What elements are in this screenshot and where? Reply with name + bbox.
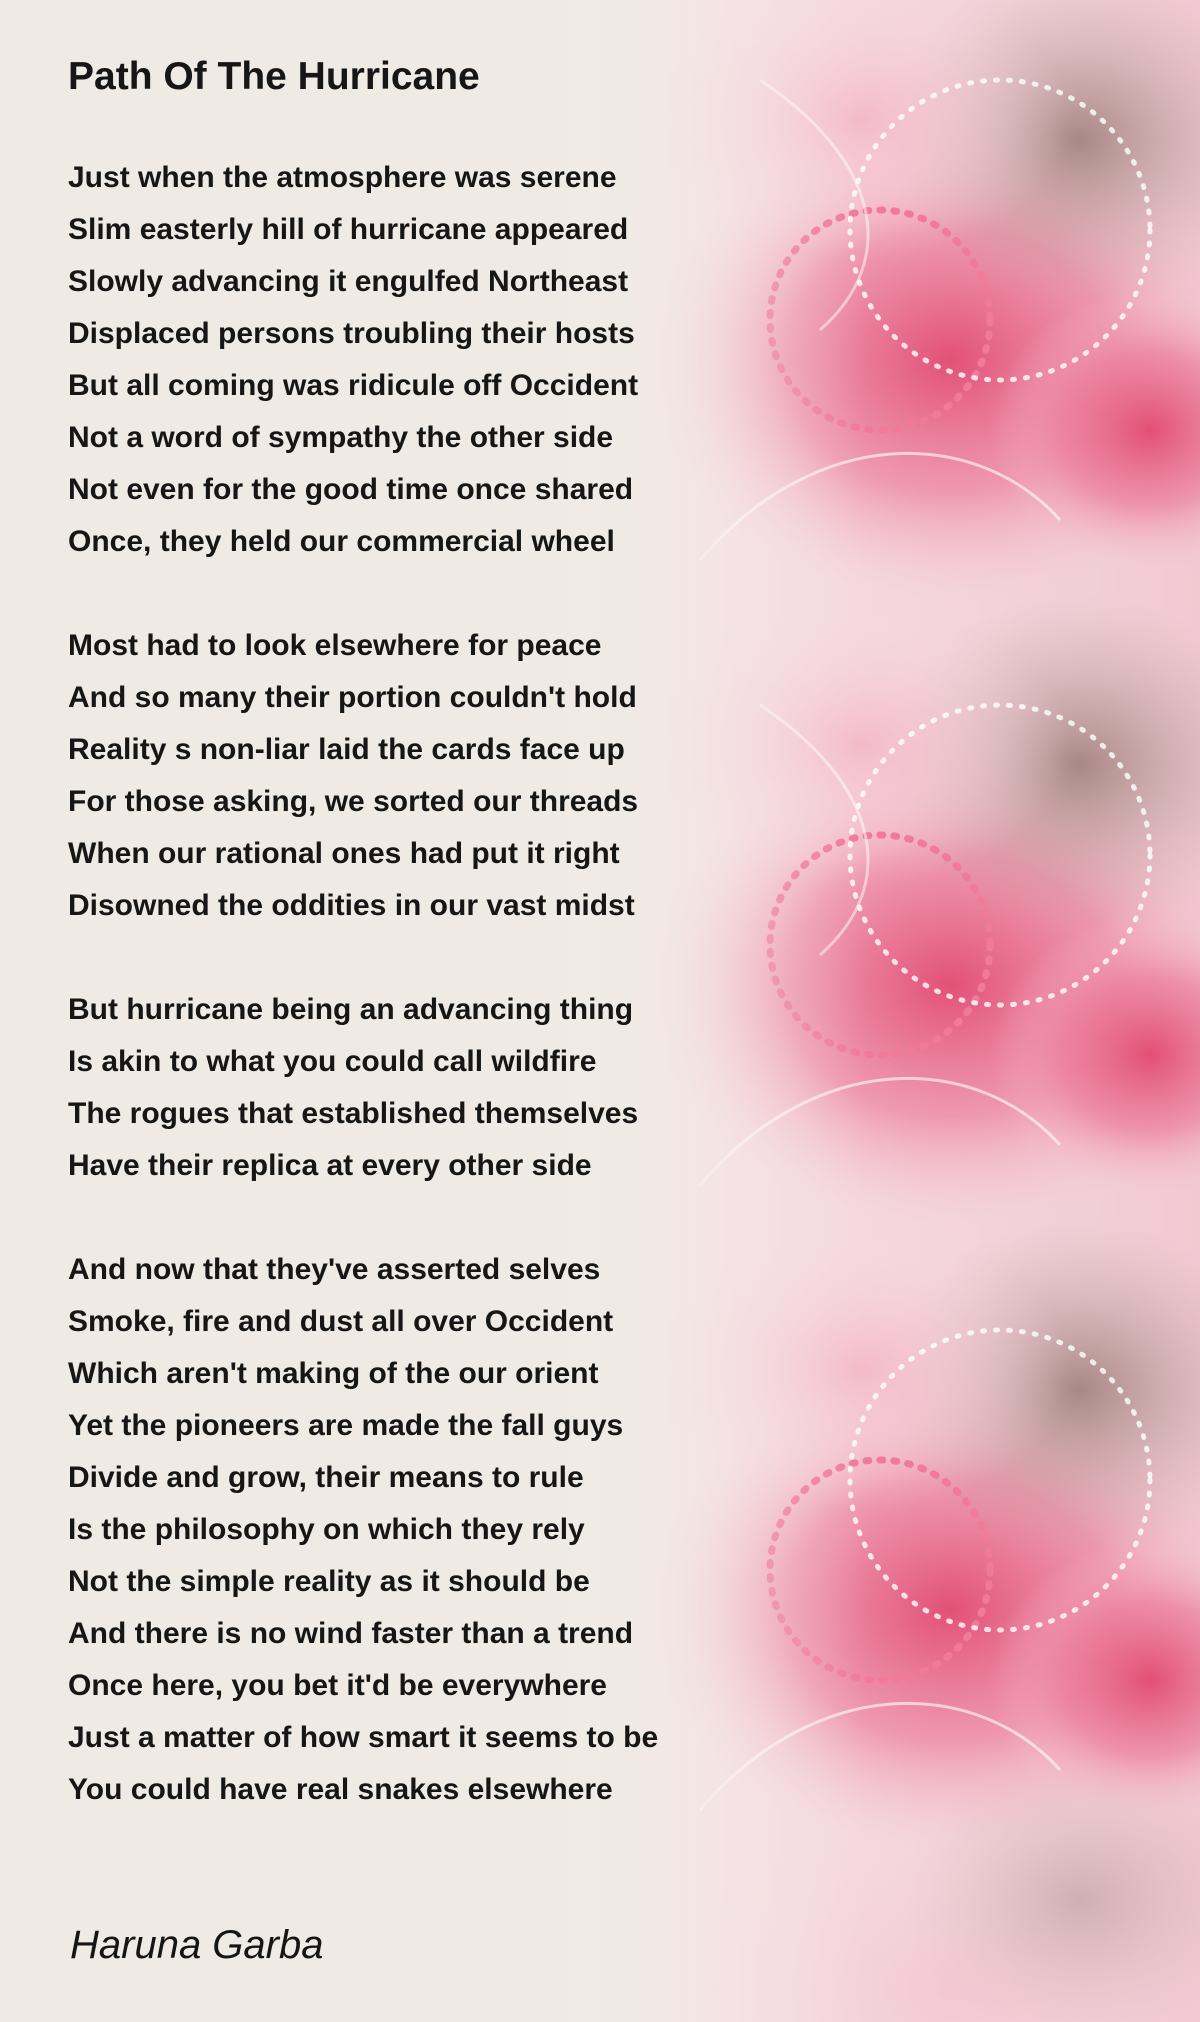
poem-line: Once here, you bet it'd be everywhere — [68, 1669, 607, 1702]
poem-line: Is the philosophy on which they rely — [68, 1513, 585, 1546]
poem-line: Which aren't making of the our orient — [68, 1357, 599, 1390]
poem-line: Reality s non-liar laid the cards face up — [68, 733, 625, 766]
poem-line: Just a matter of how smart it seems to be — [68, 1721, 659, 1754]
poem-line: Divide and grow, their means to rule — [68, 1461, 584, 1494]
poem-line: Once, they held our commercial wheel — [68, 525, 615, 558]
poem-line: Most had to look elsewhere for peace — [68, 629, 602, 662]
poem-author: Haruna Garba — [70, 1923, 324, 1967]
poem-line: And so many their portion couldn't hold — [68, 681, 637, 714]
poem-line: Not even for the good time once shared — [68, 473, 634, 506]
stanza-1 — [68, 152, 768, 568]
poem-line: Displaced persons troubling their hosts — [68, 317, 635, 350]
poem-line: You could have real snakes elsewhere — [68, 1773, 613, 1806]
poem-line: Is akin to what you could call wildfire — [68, 1045, 597, 1078]
poem-line: Just when the atmosphere was serene — [68, 161, 617, 194]
poem-line: Not a word of sympathy the other side — [68, 421, 614, 454]
poem-line: Slowly advancing it engulfed Northeast — [68, 265, 629, 298]
stanza-2 — [68, 620, 768, 932]
poem-line: And now that they've asserted selves — [68, 1253, 601, 1286]
poem-line: Have their replica at every other side — [68, 1149, 592, 1182]
stanza-3 — [68, 984, 768, 1192]
poem-line: But hurricane being an advancing thing — [68, 993, 634, 1026]
poem-line: Yet the pioneers are made the fall guys — [68, 1409, 624, 1442]
poem-line: Slim easterly hill of hurricane appeared — [68, 213, 629, 246]
poem-line: Disowned the oddities in our vast midst — [68, 889, 635, 922]
poem-title: Path Of The Hurricane — [68, 55, 480, 98]
poem-line: For those asking, we sorted our threads — [68, 785, 639, 818]
poem — [68, 52, 768, 1868]
poem-line: The rogues that established themselves — [68, 1097, 639, 1130]
poem-line: When our rational ones had put it right — [68, 837, 620, 870]
poem-line: But all coming was ridicule off Occident — [68, 369, 639, 402]
poem-line: And there is no wind faster than a trend — [68, 1617, 634, 1650]
stanza-4 — [68, 1244, 768, 1816]
poem-line: Smoke, fire and dust all over Occident — [68, 1305, 614, 1338]
poem-line: Not the simple reality as it should be — [68, 1565, 590, 1598]
